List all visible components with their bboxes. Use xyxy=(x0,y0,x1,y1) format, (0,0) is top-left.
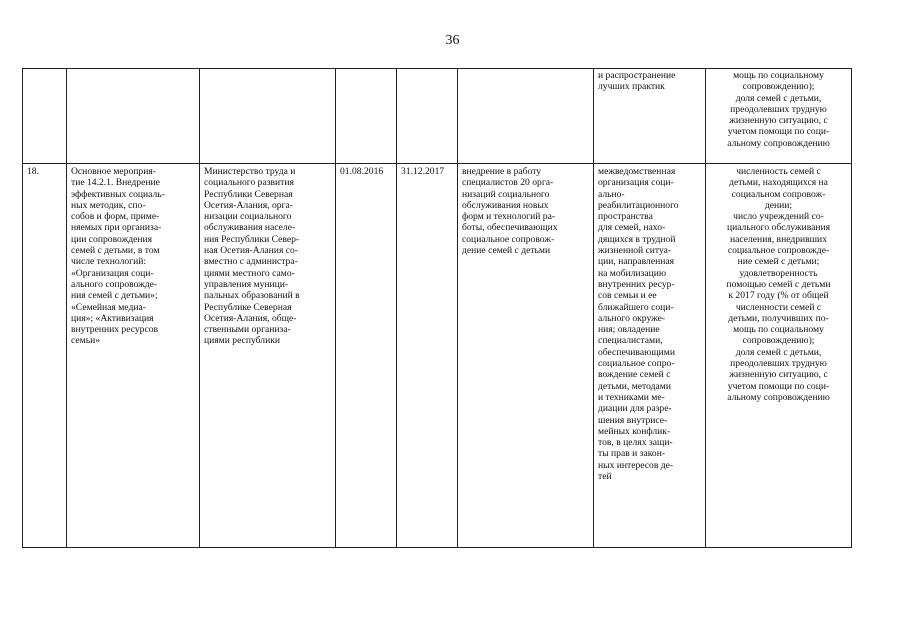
cell-line: альному сопровождению xyxy=(727,391,830,403)
cell-line: ния Республики Север- xyxy=(204,233,300,245)
cell-line: доля семей с детьми, xyxy=(735,92,822,104)
cell-line: ция»; «Активизация xyxy=(71,312,154,324)
cell-line: лучших практик xyxy=(598,81,665,93)
cell-line: сопровождению); xyxy=(742,335,815,347)
cell-line: мейных конфлик- xyxy=(598,425,671,437)
cell-indicators xyxy=(706,69,852,164)
cell-line: пальных образований в xyxy=(204,290,300,302)
cell-line: численность семей с xyxy=(736,166,821,177)
cell-line: ального окруже- xyxy=(598,312,666,324)
cell-line: детьми, находящихся на xyxy=(729,177,828,189)
cell-line: социального развития xyxy=(204,177,294,189)
cell-line: реабилитационного xyxy=(598,199,679,211)
cell-line: мощь по социальному xyxy=(733,324,824,336)
cell-line: семей с детьми, в том xyxy=(71,245,160,257)
cell-line: доля семей с детьми, xyxy=(735,346,822,358)
cell-line: ближайшего соци- xyxy=(598,301,674,313)
cell-line: пространства xyxy=(598,211,653,223)
cell-line: Основное мероприя- xyxy=(71,166,156,177)
cell-line: ных интересов де- xyxy=(598,459,674,471)
cell-line: тей xyxy=(598,471,612,483)
cell-line: ных методик, спо- xyxy=(71,199,146,211)
cell-line: к 2017 году (% от общей xyxy=(728,290,829,302)
table-row-18 xyxy=(23,164,852,548)
cell-line: тие 14.2.1. Внедрение xyxy=(71,177,160,189)
cell-event xyxy=(67,69,200,164)
cell-line: числе технологий: xyxy=(71,256,147,268)
cell-line: низации социального xyxy=(204,211,292,223)
cell-line: число учреждений со- xyxy=(733,211,824,223)
cell-line: детьми, методами xyxy=(598,380,671,392)
cell-line: управления муници- xyxy=(204,278,289,290)
cell-line: ального сопровожде- xyxy=(71,278,158,290)
cell-indicators xyxy=(706,164,852,548)
cell-line: обслуживания новых xyxy=(462,199,549,211)
cell-line: ции сопровождения xyxy=(71,233,153,245)
cell-line: вождение семей с xyxy=(598,369,671,381)
cell-line: социальном сопровож- xyxy=(731,188,826,200)
cell-line: Республики Северная xyxy=(204,188,293,200)
cell-line: преодолевших трудную xyxy=(730,358,827,370)
cell-num: 18. xyxy=(23,164,67,548)
cell-line: для семей, нахо- xyxy=(598,222,666,234)
cell-line: боты, обеспечивающих xyxy=(462,222,558,234)
cell-line: семьи» xyxy=(71,335,101,347)
cell-line: численности семей с xyxy=(735,301,822,313)
cell-line: дящихся в трудной xyxy=(598,233,676,245)
cell-line: Министерство труда и xyxy=(204,166,296,177)
cell-line: обеспечивающими xyxy=(598,346,675,358)
cell-line: помощью семей с детьми xyxy=(726,278,831,290)
cell-line: жизненную ситуацию, с xyxy=(729,115,828,127)
cell-line: ственными организа- xyxy=(204,324,291,336)
cell-line: Осетия-Алания, орга- xyxy=(204,199,293,211)
cell-line: няемых при организа- xyxy=(71,222,162,234)
cell-line: ции, направленная xyxy=(598,256,675,268)
cell-line: и техниками ме- xyxy=(598,391,665,403)
cell-content xyxy=(458,69,594,164)
cell-line: «Семейная медиа- xyxy=(71,301,146,313)
cell-line: учетом помощи по соци- xyxy=(727,380,830,392)
cell-line: внутренних ресур- xyxy=(598,278,675,290)
cell-line: специалистов 20 орга- xyxy=(462,177,554,189)
cell-line: ния семей с детьми»; xyxy=(71,290,158,302)
program-table xyxy=(22,68,852,548)
page-number: 36 xyxy=(445,33,460,48)
cell-executor xyxy=(200,69,336,164)
cell-start: 01.08.2016 xyxy=(336,164,397,548)
cell-line: шения внутрисе- xyxy=(598,414,668,426)
cell-line: учетом помощи по соци- xyxy=(727,126,830,138)
cell-line: циями местного само- xyxy=(204,267,295,279)
cell-result xyxy=(594,164,706,548)
cell-line: и распространение xyxy=(598,70,676,81)
cell-line: ты прав и закон- xyxy=(598,448,666,460)
cell-line: ния; овладение xyxy=(598,324,660,336)
cell-line: специалистами, xyxy=(598,335,663,347)
cell-content xyxy=(458,164,594,548)
cell-line: тов, в целях защи- xyxy=(598,437,673,449)
cell-line: эффективных социаль- xyxy=(71,188,165,200)
cell-line: дении; xyxy=(764,199,793,211)
table-row-continued xyxy=(23,69,852,164)
cell-line: собов и форм, приме- xyxy=(71,211,160,223)
cell-line: на мобилизацию xyxy=(598,267,667,279)
cell-line: диации для разре- xyxy=(598,403,672,415)
cell-line: «Организация соци- xyxy=(71,267,154,279)
cell-line: вместно с администра- xyxy=(204,256,298,268)
cell-line: организация соци- xyxy=(598,177,674,189)
cell-line: внутренних ресурсов xyxy=(71,324,159,336)
cell-event xyxy=(67,164,200,548)
cell-num xyxy=(23,69,67,164)
cell-line: социальное сопровож- xyxy=(462,233,555,245)
cell-line: удовлетворенность xyxy=(739,267,818,279)
cell-line: внедрение в работу xyxy=(462,166,542,177)
cell-line: межведомственная xyxy=(598,166,676,177)
cell-line: преодолевших трудную xyxy=(730,103,827,115)
cell-line: жизненную ситуацию, с xyxy=(729,369,828,381)
cell-line: Осетия-Алания, обще- xyxy=(204,312,297,324)
cell-line: форм и технологий ра- xyxy=(462,211,556,223)
cell-end: 31.12.2017 xyxy=(397,164,458,548)
cell-line: социальное сопро- xyxy=(598,358,675,370)
cell-end xyxy=(397,69,458,164)
cell-line: низаций социального xyxy=(462,188,550,200)
cell-line: ние семей с детьми; xyxy=(737,256,820,268)
cell-line: сов семьи и ее xyxy=(598,290,657,302)
cell-line: Республике Северная xyxy=(204,301,292,313)
cell-line: жизненной ситуа- xyxy=(598,245,672,257)
cell-executor xyxy=(200,164,336,548)
cell-line: сопровождению); xyxy=(742,81,815,93)
cell-line: населения, внедривших xyxy=(729,233,827,245)
cell-line: альному сопровождению xyxy=(727,137,830,149)
cell-line: ная Осетия-Алания со- xyxy=(204,245,299,257)
cell-result xyxy=(594,69,706,164)
cell-line: мощь по социальному xyxy=(733,70,824,81)
cell-line: дение семей с детьми xyxy=(462,245,551,257)
cell-line: ально- xyxy=(598,188,625,200)
cell-line: социальное сопровожде- xyxy=(727,245,830,257)
cell-line: обслуживания населе- xyxy=(204,222,296,234)
cell-line: циального обслуживания xyxy=(726,222,831,234)
cell-line: детьми, получивших по- xyxy=(728,312,829,324)
cell-line: циями республики xyxy=(204,335,281,347)
cell-start xyxy=(336,69,397,164)
